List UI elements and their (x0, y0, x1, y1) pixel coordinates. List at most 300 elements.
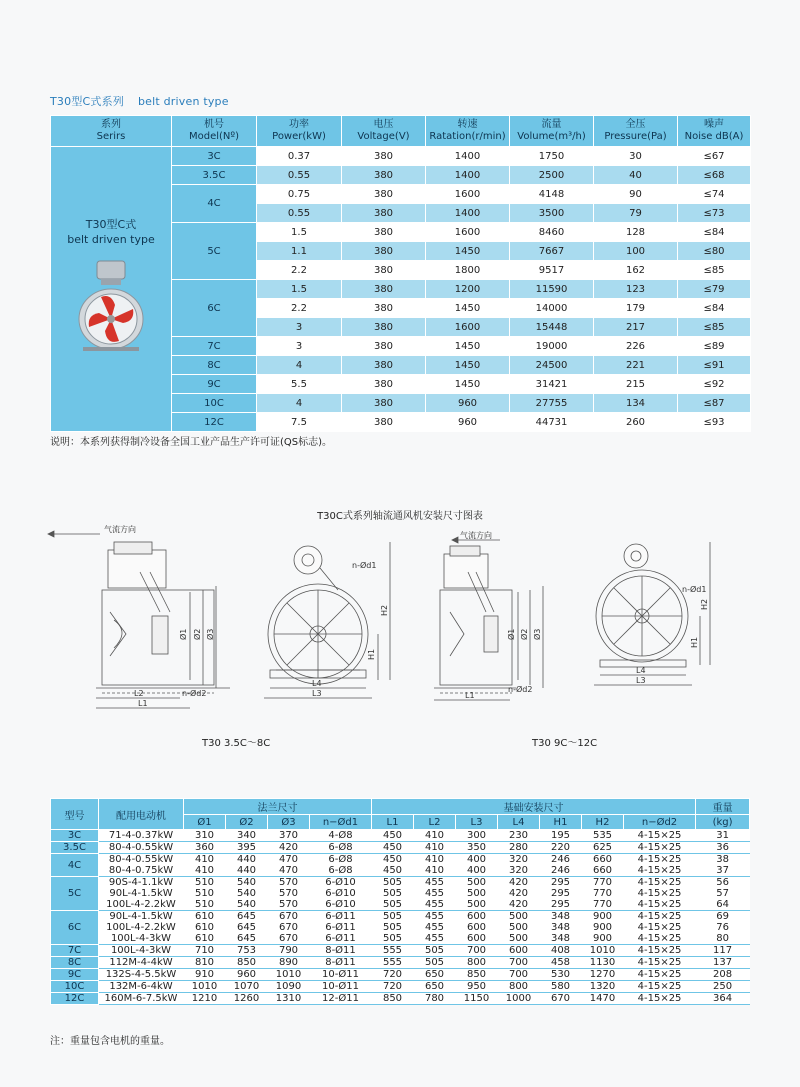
header-cn: 机号 (204, 119, 224, 130)
installation-cell: 230 (498, 830, 540, 842)
performance-cell: 226 (594, 337, 678, 356)
model-cell: 12C (51, 993, 99, 1005)
installation-cell: 90S-4-1.1kW (99, 877, 184, 889)
installation-cell: 710 (184, 945, 226, 957)
section-title-cn: T30型C式系列 (50, 95, 124, 108)
performance-cell: 380 (342, 185, 426, 204)
subheader-base: L4 (498, 815, 540, 830)
performance-cell: 1600 (426, 223, 510, 242)
installation-cell: 90L-4-1.5kW (99, 888, 184, 899)
performance-cell: ≤80 (678, 242, 751, 261)
model-cell: 8C (172, 356, 257, 375)
installation-cell: 1470 (582, 993, 624, 1005)
dim-nd2-left: n-Ød2 (182, 689, 207, 698)
installation-cell: 645 (226, 922, 268, 933)
performance-cell: 27755 (510, 394, 594, 413)
performance-cell: 380 (342, 318, 426, 337)
installation-cell: 505 (372, 922, 414, 933)
header-en: Volume(m³/h) (517, 131, 586, 142)
installation-cell: 555 (372, 945, 414, 957)
dim-H1-left: H1 (367, 648, 376, 660)
performance-cell: 0.37 (257, 147, 342, 166)
performance-cell: 11590 (510, 280, 594, 299)
dim-H1-right: H1 (690, 636, 699, 648)
dim-d1-right: Ø1 (507, 628, 516, 640)
header-col (426, 116, 510, 147)
performance-cell: 1450 (426, 375, 510, 394)
header-cn: 电压 (373, 119, 394, 130)
installation-row (51, 888, 750, 899)
dim-L3-left: L3 (312, 689, 322, 698)
performance-cell: ≤89 (678, 337, 751, 356)
performance-cell: 8460 (510, 223, 594, 242)
installation-cell: 850 (456, 969, 498, 981)
installation-cell: 650 (414, 969, 456, 981)
performance-row (51, 147, 751, 166)
model-cell: 6C (51, 911, 99, 945)
installation-cell: 1310 (268, 993, 310, 1005)
installation-cell: 720 (372, 981, 414, 993)
installation-cell: 420 (268, 842, 310, 854)
installation-cell: 370 (268, 830, 310, 842)
installation-cell: 340 (226, 830, 268, 842)
performance-cell: 1.5 (257, 223, 342, 242)
header-en: Pressure(Pa) (604, 131, 667, 142)
installation-cell: 320 (498, 854, 540, 866)
installation-cell: 780 (414, 993, 456, 1005)
dim-L3-right: L3 (636, 676, 646, 685)
installation-dimensions-table (50, 798, 750, 1005)
performance-table (50, 115, 751, 432)
installation-cell: 455 (414, 911, 456, 923)
installation-cell: 80-4-0.55kW (99, 854, 184, 866)
installation-cell: 600 (456, 933, 498, 945)
installation-cell: 570 (268, 899, 310, 911)
model-cell: 3.5C (51, 842, 99, 854)
installation-cell: 670 (268, 933, 310, 945)
dim-d3-right: Ø3 (533, 628, 542, 640)
installation-cell: 137 (696, 957, 750, 969)
front-view-right (594, 542, 710, 685)
diagram-caption-left: T30 3.5C～8C (202, 738, 271, 749)
header-en: Noise dB(A) (684, 131, 744, 142)
performance-cell: 15448 (510, 318, 594, 337)
installation-row (51, 865, 750, 877)
performance-cell: ≤73 (678, 204, 751, 223)
installation-cell: 770 (582, 888, 624, 899)
installation-cell: 850 (372, 993, 414, 1005)
performance-cell: 7667 (510, 242, 594, 261)
installation-cell: 71-4-0.37kW (99, 830, 184, 842)
installation-cell: 790 (268, 945, 310, 957)
performance-cell: 1750 (510, 147, 594, 166)
installation-row (51, 899, 750, 911)
installation-cell: 900 (582, 922, 624, 933)
installation-cell: 960 (226, 969, 268, 981)
series-cell (51, 147, 172, 432)
installation-cell: 540 (226, 899, 268, 911)
installation-cell: 8-Ø11 (310, 957, 372, 969)
header-cn: 功率 (289, 119, 309, 130)
installation-cell: 540 (226, 888, 268, 899)
dim-H2-left: H2 (380, 604, 389, 616)
installation-cell: 6-Ø10 (310, 888, 372, 899)
installation-cell: 420 (498, 888, 540, 899)
dim-L4-right: L4 (636, 666, 646, 675)
installation-row (51, 877, 750, 889)
side-view-left (48, 531, 230, 708)
installation-cell: 450 (372, 854, 414, 866)
dim-L1-left: L1 (138, 699, 148, 708)
performance-cell: 1450 (426, 337, 510, 356)
performance-cell: 44731 (510, 413, 594, 432)
installation-cell: 410 (184, 854, 226, 866)
installation-cell: 4-15×25 (624, 830, 696, 842)
installation-cell: 117 (696, 945, 750, 957)
installation-row (51, 957, 750, 969)
installation-cell: 6-Ø8 (310, 865, 372, 877)
header-base: 基础安装尺寸 (372, 799, 696, 815)
model-cell: 12C (172, 413, 257, 432)
installation-cell: 580 (540, 981, 582, 993)
installation-cell: 555 (372, 957, 414, 969)
dim-d3-left: Ø3 (206, 628, 215, 640)
installation-cell: 295 (540, 899, 582, 911)
installation-cell: 400 (456, 854, 498, 866)
header-en: Power(kW) (272, 131, 326, 142)
installation-cell: 80-4-0.55kW (99, 842, 184, 854)
installation-cell: 890 (268, 957, 310, 969)
installation-cell: 455 (414, 899, 456, 911)
installation-cell: 350 (456, 842, 498, 854)
performance-cell: 1400 (426, 147, 510, 166)
performance-cell: ≤87 (678, 394, 751, 413)
installation-row (51, 922, 750, 933)
performance-cell: ≤92 (678, 375, 751, 394)
installation-cell: 700 (456, 945, 498, 957)
installation-cell: 8-Ø11 (310, 945, 372, 957)
header-col (172, 116, 257, 147)
installation-cell: 80 (696, 933, 750, 945)
installation-cell: 505 (414, 945, 456, 957)
installation-cell: 645 (226, 933, 268, 945)
dim-nd1-left: n-Ød1 (352, 561, 377, 570)
installation-cell: 10-Ø11 (310, 969, 372, 981)
model-cell: 7C (172, 337, 257, 356)
installation-cell: 246 (540, 865, 582, 877)
installation-diagram (40, 520, 760, 730)
installation-cell: 440 (226, 865, 268, 877)
performance-cell: 9517 (510, 261, 594, 280)
installation-cell: 6-Ø11 (310, 911, 372, 923)
installation-cell: 400 (456, 865, 498, 877)
weight-note: 注：重量包含电机的重量。 (50, 1036, 170, 1047)
installation-cell: 610 (184, 911, 226, 923)
installation-cell: 670 (268, 922, 310, 933)
installation-cell: 660 (582, 865, 624, 877)
subheader-base: n−Ød2 (624, 815, 696, 830)
installation-cell: 408 (540, 945, 582, 957)
performance-cell: ≤91 (678, 356, 751, 375)
installation-cell: 1320 (582, 981, 624, 993)
installation-cell: 510 (184, 888, 226, 899)
installation-cell: 37 (696, 865, 750, 877)
performance-cell: 2.2 (257, 261, 342, 280)
installation-cell: 31 (696, 830, 750, 842)
performance-cell: 1600 (426, 318, 510, 337)
installation-cell: 410 (414, 842, 456, 854)
installation-cell: 12-Ø11 (310, 993, 372, 1005)
installation-cell: 650 (414, 981, 456, 993)
installation-table-header-row1 (51, 799, 750, 815)
installation-cell: 670 (540, 993, 582, 1005)
performance-cell: 380 (342, 375, 426, 394)
dim-nd1-right: n-Ød1 (682, 585, 707, 594)
performance-cell: 0.55 (257, 204, 342, 223)
performance-cell: 380 (342, 242, 426, 261)
installation-cell: 470 (268, 865, 310, 877)
subheader-base: L1 (372, 815, 414, 830)
performance-cell: 5.5 (257, 375, 342, 394)
installation-cell: 410 (414, 854, 456, 866)
installation-cell: 36 (696, 842, 750, 854)
installation-cell: 500 (498, 911, 540, 923)
installation-cell: 76 (696, 922, 750, 933)
model-cell: 9C (51, 969, 99, 981)
dim-L2-left: L2 (134, 689, 144, 698)
diagram-title: T30C式系列轴流通风机安装尺寸图表 (317, 511, 483, 522)
performance-cell: 40 (594, 166, 678, 185)
airflow-label-left: 气流方向 (104, 525, 136, 534)
header-weight: 重量 (696, 799, 750, 815)
performance-cell: ≤68 (678, 166, 751, 185)
dim-nd2-right: n-Ød2 (508, 685, 533, 694)
installation-row (51, 830, 750, 842)
header-col (342, 116, 426, 147)
installation-cell: 455 (414, 933, 456, 945)
installation-cell: 80-4-0.75kW (99, 865, 184, 877)
installation-cell: 505 (372, 888, 414, 899)
header-en: Voltage(V) (357, 131, 410, 142)
side-view-right (434, 537, 543, 700)
installation-cell: 1010 (582, 945, 624, 957)
installation-cell: 4-15×25 (624, 969, 696, 981)
performance-cell: 30 (594, 147, 678, 166)
installation-cell: 500 (456, 888, 498, 899)
installation-cell: 458 (540, 957, 582, 969)
installation-cell: 4-15×25 (624, 957, 696, 969)
performance-cell: 179 (594, 299, 678, 318)
performance-cell: 1400 (426, 166, 510, 185)
performance-cell: 4148 (510, 185, 594, 204)
performance-cell: 123 (594, 280, 678, 299)
installation-cell: 6-Ø8 (310, 842, 372, 854)
installation-cell: 4-15×25 (624, 842, 696, 854)
installation-cell: 455 (414, 922, 456, 933)
model-cell: 5C (172, 223, 257, 280)
section-title-en: belt driven type (138, 95, 229, 108)
model-cell: 10C (51, 981, 99, 993)
performance-cell: 79 (594, 204, 678, 223)
performance-cell: 380 (342, 299, 426, 318)
installation-cell: 250 (696, 981, 750, 993)
model-cell: 3.5C (172, 166, 257, 185)
header-cn: 流量 (541, 119, 562, 130)
installation-row (51, 981, 750, 993)
performance-cell: 100 (594, 242, 678, 261)
performance-cell: 380 (342, 166, 426, 185)
installation-cell: 310 (184, 830, 226, 842)
performance-cell: 134 (594, 394, 678, 413)
installation-cell: 850 (226, 957, 268, 969)
installation-cell: 420 (498, 899, 540, 911)
performance-cell: 217 (594, 318, 678, 337)
performance-cell: 31421 (510, 375, 594, 394)
installation-cell: 64 (696, 899, 750, 911)
installation-cell: 910 (184, 969, 226, 981)
installation-cell: 4-15×25 (624, 888, 696, 899)
performance-cell: 380 (342, 337, 426, 356)
installation-cell: 505 (372, 877, 414, 889)
installation-cell: 220 (540, 842, 582, 854)
installation-cell: 1010 (184, 981, 226, 993)
installation-cell: 450 (372, 865, 414, 877)
subheader-flange: Ø1 (184, 815, 226, 830)
subheader-weight-unit: (kg) (696, 815, 750, 830)
installation-cell: 348 (540, 911, 582, 923)
installation-cell: 4-Ø8 (310, 830, 372, 842)
installation-cell: 4-15×25 (624, 945, 696, 957)
installation-cell: 1010 (268, 969, 310, 981)
performance-cell: 1.5 (257, 280, 342, 299)
performance-cell: 221 (594, 356, 678, 375)
installation-cell: 4-15×25 (624, 993, 696, 1005)
installation-cell: 570 (268, 877, 310, 889)
performance-cell: 14000 (510, 299, 594, 318)
performance-cell: 380 (342, 356, 426, 375)
performance-cell: 1.1 (257, 242, 342, 261)
installation-cell: 280 (498, 842, 540, 854)
installation-cell: 4-15×25 (624, 911, 696, 923)
performance-cell: 0.75 (257, 185, 342, 204)
performance-cell: 3 (257, 337, 342, 356)
header-en: Ratation(r/min) (429, 131, 506, 142)
installation-cell: 610 (184, 922, 226, 933)
performance-cell: 380 (342, 413, 426, 432)
fan-illustration (51, 257, 171, 360)
model-cell: 5C (51, 877, 99, 911)
installation-cell: 38 (696, 854, 750, 866)
performance-cell: ≤93 (678, 413, 751, 432)
installation-cell: 69 (696, 911, 750, 923)
performance-cell: 90 (594, 185, 678, 204)
model-cell: 3C (51, 830, 99, 842)
header-cn: 噪声 (704, 119, 724, 130)
installation-cell: 6-Ø10 (310, 877, 372, 889)
qs-certification-note: 说明：本系列获得制冷设备全国工业产品生产许可证(QS标志)。 (50, 437, 333, 448)
installation-cell: 410 (414, 830, 456, 842)
installation-cell: 6-Ø8 (310, 854, 372, 866)
installation-cell: 700 (498, 969, 540, 981)
dim-L1-right: L1 (465, 691, 475, 700)
installation-cell: 410 (414, 865, 456, 877)
subheader-flange: Ø3 (268, 815, 310, 830)
installation-cell: 500 (498, 922, 540, 933)
installation-cell: 800 (456, 957, 498, 969)
installation-cell: 600 (456, 911, 498, 923)
installation-cell: 450 (372, 842, 414, 854)
installation-cell: 420 (498, 877, 540, 889)
installation-cell: 1000 (498, 993, 540, 1005)
performance-cell: 3500 (510, 204, 594, 223)
performance-cell: 4 (257, 356, 342, 375)
performance-cell: 380 (342, 223, 426, 242)
installation-cell: 900 (582, 933, 624, 945)
installation-cell: 670 (268, 911, 310, 923)
installation-cell: 132M-6-4kW (99, 981, 184, 993)
performance-cell: 162 (594, 261, 678, 280)
performance-cell: 1400 (426, 204, 510, 223)
model-cell: 7C (51, 945, 99, 957)
installation-cell: 753 (226, 945, 268, 957)
series-label-en: belt driven type (67, 233, 155, 246)
installation-cell: 1070 (226, 981, 268, 993)
installation-cell: 6-Ø11 (310, 933, 372, 945)
installation-row (51, 842, 750, 854)
installation-cell: 410 (184, 865, 226, 877)
installation-cell: 900 (582, 911, 624, 923)
installation-row (51, 933, 750, 945)
installation-cell: 455 (414, 877, 456, 889)
performance-cell: ≤79 (678, 280, 751, 299)
installation-cell: 4-15×25 (624, 854, 696, 866)
performance-cell: 0.55 (257, 166, 342, 185)
installation-cell: 660 (582, 854, 624, 866)
header-model: 型号 (51, 799, 99, 830)
model-cell: 4C (172, 185, 257, 223)
performance-cell: 1450 (426, 242, 510, 261)
header-cn: 转速 (457, 119, 478, 130)
installation-cell: 100L-4-3kW (99, 933, 184, 945)
performance-cell: 380 (342, 280, 426, 299)
installation-cell: 950 (456, 981, 498, 993)
performance-cell: 1450 (426, 356, 510, 375)
header-en: Serirs (96, 131, 126, 142)
installation-cell: 610 (184, 933, 226, 945)
installation-cell: 295 (540, 888, 582, 899)
header-cn: 系列 (101, 119, 121, 130)
installation-cell: 700 (498, 957, 540, 969)
installation-cell: 90L-4-1.5kW (99, 911, 184, 923)
performance-cell: ≤84 (678, 299, 751, 318)
installation-cell: 500 (456, 899, 498, 911)
installation-cell: 625 (582, 842, 624, 854)
installation-cell: 1210 (184, 993, 226, 1005)
installation-cell: 645 (226, 911, 268, 923)
dim-d2-right: Ø2 (520, 628, 529, 640)
diagram-caption-right: T30 9C～12C (532, 738, 598, 749)
installation-cell: 56 (696, 877, 750, 889)
installation-cell: 570 (268, 888, 310, 899)
performance-cell: 1200 (426, 280, 510, 299)
performance-cell: 380 (342, 261, 426, 280)
installation-row (51, 945, 750, 957)
performance-cell: 380 (342, 394, 426, 413)
installation-cell: 1270 (582, 969, 624, 981)
installation-cell: 535 (582, 830, 624, 842)
performance-cell: 19000 (510, 337, 594, 356)
installation-cell: 1260 (226, 993, 268, 1005)
